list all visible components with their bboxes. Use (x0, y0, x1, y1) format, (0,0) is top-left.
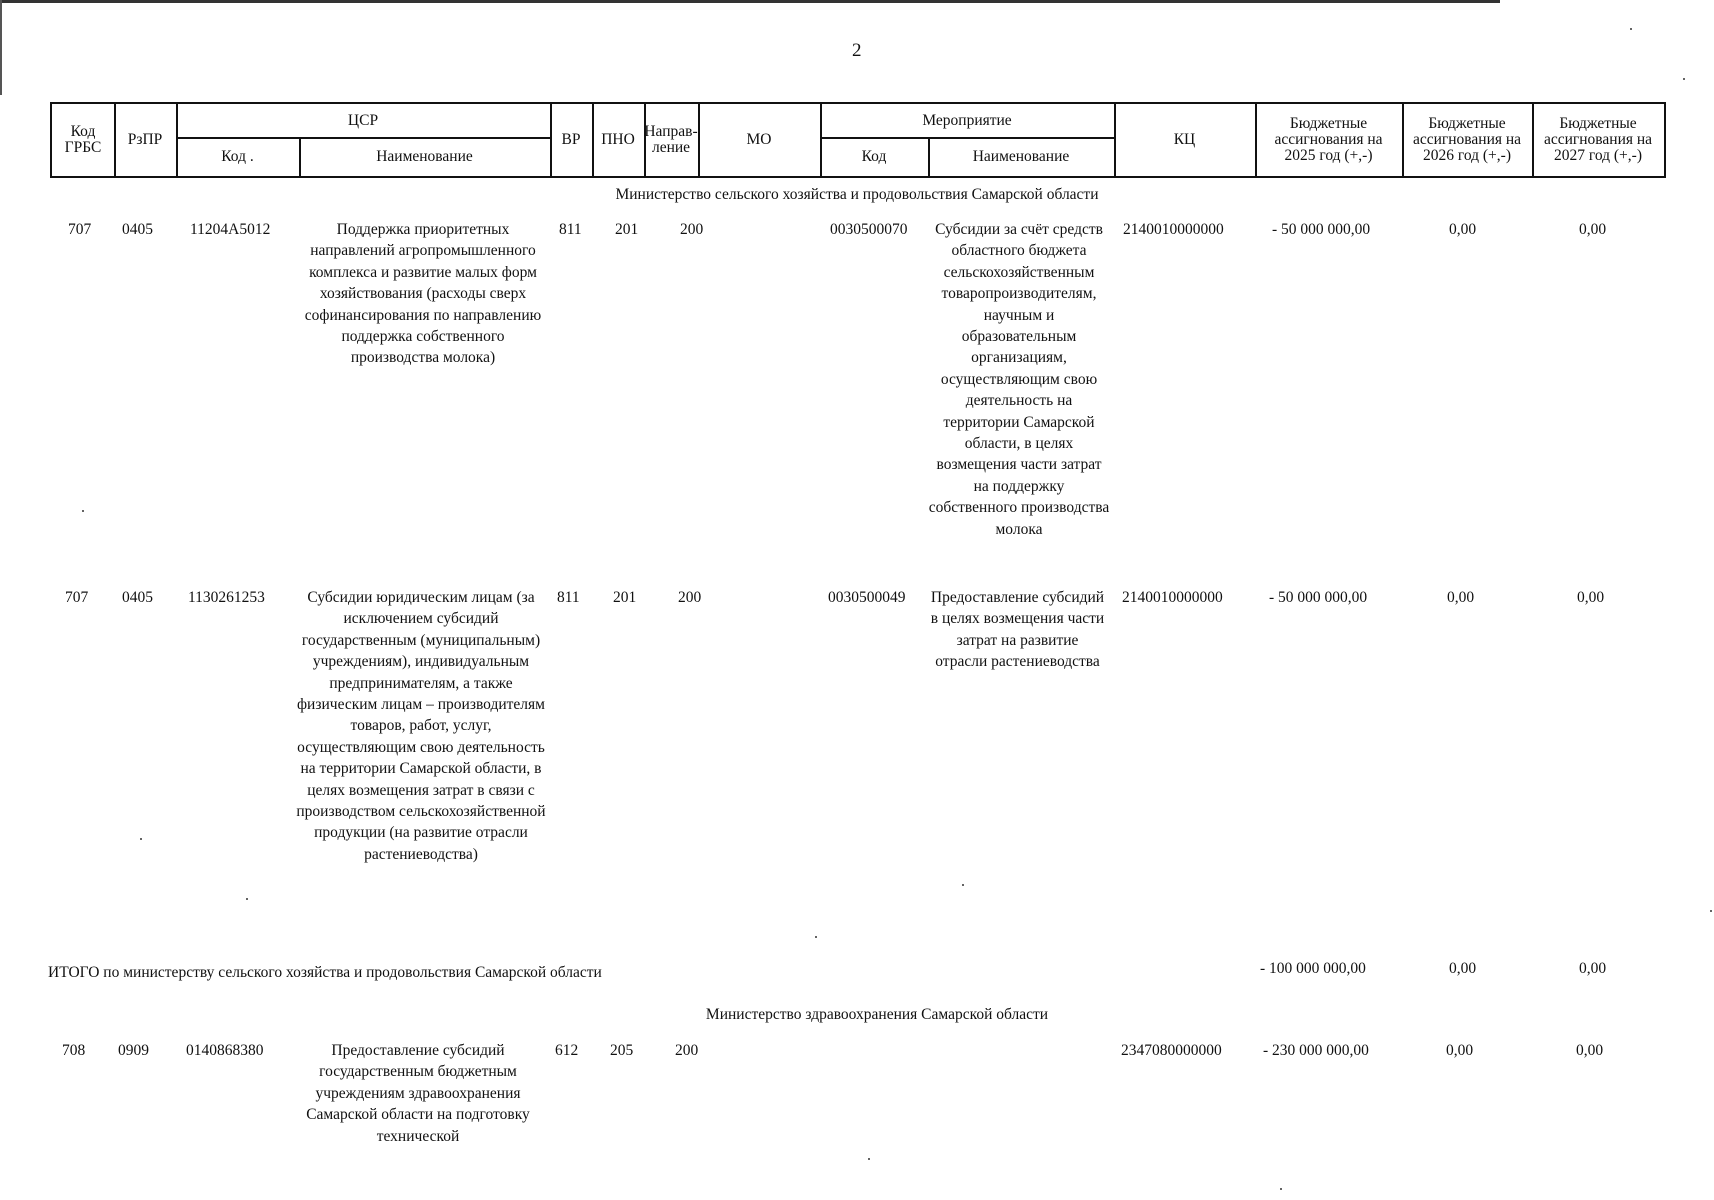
header-mo: МО (746, 131, 772, 148)
total-budget-2025: - 100 000 000,00 (1260, 960, 1366, 977)
scan-speck (868, 1158, 870, 1160)
header-vr: ВР (561, 131, 581, 148)
section-title: Министерство здравоохранения Самарской области (705, 1006, 1049, 1023)
cell-pno: 205 (610, 1042, 634, 1059)
cell-rzpr: 0405 (122, 589, 153, 606)
scan-speck (140, 838, 142, 840)
cell-direction: 200 (675, 1042, 699, 1059)
total-budget-2026: 0,00 (1449, 960, 1477, 977)
header-event-name: Наименование (972, 148, 1070, 165)
cell-budget-2026: 0,00 (1447, 589, 1475, 606)
header-budget-2026: Бюджетные ассигнования на 2026 год (+,-) (1412, 115, 1522, 164)
total-budget-2027: 0,00 (1579, 960, 1607, 977)
header-budget-2025: Бюджетные ассигнования на 2025 год (+,-) (1274, 115, 1383, 164)
cell-grbs: 707 (65, 589, 89, 606)
cell-csr-name: Предоставление субсидий государственным бюджетным учреждениям здравоохранения Самарской области на подготовку технической (306, 1042, 530, 1145)
scan-speck (1683, 78, 1685, 80)
cell-kc: 2140010000000 (1123, 221, 1224, 238)
cell-event-code: 0030500049 (828, 589, 906, 606)
header-csr-name: Наименование (376, 148, 473, 165)
scan-edge-top (0, 0, 1500, 3)
cell-budget-2027: 0,00 (1577, 589, 1605, 606)
header-rzpr: РзПР (127, 131, 163, 148)
header-event-code: Код (861, 148, 887, 165)
cell-grbs: 707 (68, 221, 92, 238)
scan-edge-left (0, 0, 2, 95)
header-csr-code: Код . (221, 148, 254, 165)
header-csr: ЦСР (347, 111, 379, 129)
cell-vr: 811 (557, 589, 580, 606)
cell-vr: 811 (559, 221, 582, 238)
header-event: Мероприятие (922, 111, 1012, 129)
cell-rzpr: 0405 (122, 221, 153, 238)
scan-speck (815, 936, 817, 938)
scan-speck (1630, 28, 1632, 30)
scan-speck (962, 884, 964, 886)
cell-grbs: 708 (62, 1042, 86, 1059)
cell-budget-2025: - 50 000 000,00 (1269, 589, 1368, 606)
cell-csr-name: Поддержка приоритетных направлений агропромышленного комплекса и развитие малых форм хозяйствования (расходы сверх софинансирования по направлению поддержка собственного производства молока) (304, 221, 542, 367)
cell-event-name: Предоставление субсидий в целях возмещения части затрат на развитие отрасли растениеводства (930, 589, 1105, 671)
cell-pno: 201 (613, 589, 637, 606)
section-title: Министерство сельского хозяйства и продовольствия Самарской области (615, 186, 1099, 203)
cell-budget-2025: - 230 000 000,00 (1263, 1042, 1369, 1059)
cell-event-code: 0030500070 (830, 221, 908, 238)
cell-direction: 200 (678, 589, 702, 606)
cell-budget-2027: 0,00 (1576, 1042, 1604, 1059)
cell-csr-code: 11204A5012 (190, 221, 271, 238)
cell-pno: 201 (615, 221, 639, 238)
header-pno: ПНО (601, 131, 635, 148)
scan-speck (1710, 910, 1712, 912)
cell-direction: 200 (680, 221, 704, 238)
scan-speck (1280, 1188, 1282, 1190)
cell-budget-2027: 0,00 (1579, 221, 1607, 238)
cell-budget-2026: 0,00 (1449, 221, 1477, 238)
header-budget-2027: Бюджетные ассигнования на 2027 год (+,-) (1543, 115, 1653, 164)
cell-budget-2026: 0,00 (1446, 1042, 1474, 1059)
header-direction: Направ-ление (644, 123, 698, 156)
cell-rzpr: 0909 (118, 1042, 149, 1059)
header-kc: КЦ (1173, 131, 1196, 148)
cell-kc: 2140010000000 (1122, 589, 1223, 606)
cell-csr-code: 1130261253 (188, 589, 265, 606)
cell-csr-name: Субсидии юридическим лицам (за исключением субсидий государственным (муниципальным) учреждениям), индивидуальным предпринимателям, а также физическим лицам – производителям товаров, работ, услуг, осуществляющим свою деятельность на территории Самарской области, в целях возмещения затрат в связи с производством сельскохозяйственной продукции (на развитие отрасли растениеводства) (296, 589, 546, 863)
scan-speck (82, 510, 84, 512)
table-header (50, 102, 1666, 178)
header-kod-grbs: Код ГРБС (64, 123, 102, 156)
cell-vr: 612 (555, 1042, 579, 1059)
cell-budget-2025: - 50 000 000,00 (1272, 221, 1371, 238)
scan-speck (246, 898, 248, 900)
page-number: 2 (852, 40, 862, 61)
total-label: ИТОГО по министерству сельского хозяйства и продовольствия Самарской области (48, 964, 602, 981)
cell-csr-code: 0140868380 (186, 1042, 264, 1059)
cell-kc: 2347080000000 (1121, 1042, 1222, 1059)
cell-event-name: Субсидии за счёт средств областного бюджета сельскохозяйственным товаропроизводителям, научным и образовательным организациям, осуществляющим свою деятельность на территории Самарской области, в целях возмещения части затрат на поддержку собственного производства молока (928, 221, 1110, 538)
